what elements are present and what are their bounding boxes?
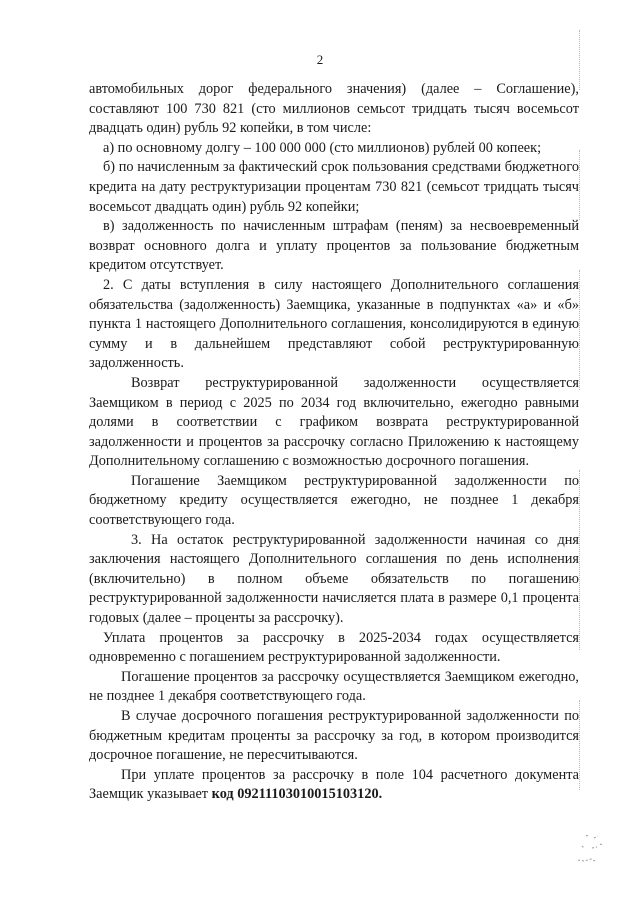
scan-smudge — [572, 832, 612, 866]
scan-edge-line — [579, 30, 580, 90]
scan-edge-line — [579, 470, 580, 650]
paragraph-interest-repayment: Погашение процентов за рассрочку осуществляется Заемщиком ежегодно, не позднее 1 декабря соответствующего года. — [89, 668, 579, 705]
scan-edge-line — [579, 270, 580, 390]
payment-code-value: код 09211103010015103120. — [211, 786, 383, 803]
document-body — [89, 80, 579, 805]
paragraph-early-repayment: В случае досрочного погашения реструктурированной задолженности по бюджетным кредитам проценты за рассрочку за год, в котором производится досрочное погашение, не пересчитываются. — [89, 708, 579, 764]
paragraph-interest-payment: Уплата процентов за рассрочку в 2025-2034 годах осуществляется одновременно с погашением реструктурированной задолженности. — [89, 629, 579, 666]
paragraph-penalties: в) задолженность по начисленным штрафам (пеням) за несвоевременный возврат основного долга и уплату процентов за пользование бюджетным кредитом отсутствует. — [89, 218, 579, 274]
paragraph-loan-total: автомобильных дорог федерального значения) (далее – Соглашение), составляют 100 730 821 (сто миллионов семьсот тридцать тысяч восемьсот двадцать один) рубль 92 копейки, в том числе: — [89, 81, 579, 137]
paragraph-clause-2: 2. С даты вступления в силу настоящего Дополнительного соглашения обязательства (задолженность) Заемщика, указанные в подпунктах «а» и «б» пункта 1 настоящего Дополнительного соглашения, консолидируются в единую сумму и в дальнейшем представляют собой реструктурированную задолженность. — [89, 276, 579, 372]
paragraph-annual-repayment: Погашение Заемщиком реструктурированной задолженности по бюджетному кредиту осуществляется ежегодно, не позднее 1 декабря соответствующего года. — [89, 472, 579, 529]
paragraph-principal-debt: а) по основному долгу – 100 000 000 (сто миллионов) рублей 00 копеек; — [103, 139, 542, 156]
paragraph-payment-code — [89, 766, 579, 805]
paragraph-clause-3: 3. На остаток реструктурированной задолженности начиная со дня заключения настоящего Дополнительного соглашения по день исполнения (включительно) в полном объеме обязательств по погашению реструктурированной задолженности начисляется плата в размере 0,1 процента годовых (далее – проценты за рассрочку). — [89, 531, 579, 627]
page-number: 2 — [316, 52, 324, 67]
payment-code-text: При уплате процентов за рассрочку в поле 104 расчетного документа Заемщик указывает — [89, 766, 579, 803]
scan-edge-line — [579, 150, 580, 220]
scan-edge-line — [579, 700, 580, 790]
paragraph-repayment-schedule: Возврат реструктурированной задолженности осуществляется Заемщиком в период с 2025 по 2034 год включительно, ежегодно равными долями в соответствии с графиком возврата реструктурированной задолженности и процентов за рассрочку согласно Приложению к настоящему Дополнительному соглашению с возможностью досрочного погашения. — [89, 374, 579, 470]
paragraph-accrued-interest: б) по начисленным за фактический срок пользования средствами бюджетного кредита на дату реструктуризации процентам 730 821 (семьсот тридцать тысяч восемьсот двадцать один) рубль 92 копейки; — [89, 159, 579, 215]
